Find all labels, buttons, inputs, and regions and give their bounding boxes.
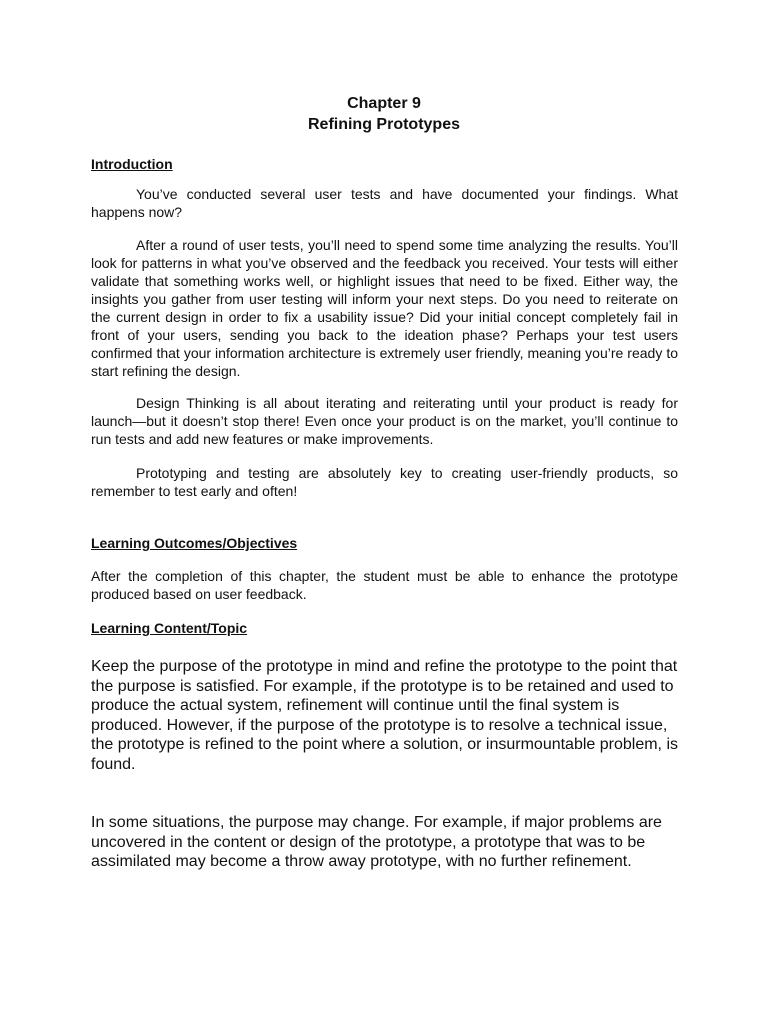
learning-content-paragraph-1: Keep the purpose of the prototype in mind and refine the prototype to the point that the purpose is satisfied. For example, if the prototype is to be retained and used to produce the actual system, refinement will continue until the final system is produced. However, if the purpose of the prototype is to resolve a technical issue, the prototype is refined to the point where a solution, or insurmountable problem, is found.: [91, 658, 678, 773]
intro-paragraph-3: Design Thinking is all about iterating and reiterating until your product is ready for launch—but it doesn’t stop there! Even once your product is on the market, you’ll continue to run tests and add new features or make improvements.: [91, 395, 678, 447]
chapter-header: [0, 93, 768, 135]
intro-paragraph-1: You’ve conducted several user tests and have documented your findings. What happens now?: [91, 186, 678, 220]
chapter-title: Refining Prototypes: [307, 116, 460, 133]
learning-outcomes-heading: Learning Outcomes/Objectives: [91, 535, 298, 551]
introduction-heading: Introduction: [91, 156, 173, 172]
learning-content-heading: Learning Content/Topic: [91, 620, 248, 636]
intro-paragraph-4: Prototyping and testing are absolutely key to creating user-friendly products, so remember to test early and often!: [91, 465, 678, 499]
learning-outcomes-text: After the completion of this chapter, the student must be able to enhance the prototype produced based on user feedback.: [91, 568, 678, 602]
chapter-number: Chapter 9: [347, 95, 421, 112]
learning-content-paragraph-2: In some situations, the purpose may change. For example, if major problems are uncovered in the content or design of the prototype, a prototype that was to be assimilated may become a throw away prototype, with no further refinement.: [91, 814, 662, 870]
intro-paragraph-2: After a round of user tests, you’ll need to spend some time analyzing the results. You’ll look for patterns in what you’ve observed and the feedback you received. Your tests will either validate that something works well, or highlight issues that need to be fixed. Either way, the insights you gather from user testing will inform your next steps. Do you need to reiterate on the current design in order to fix a usability issue? Did your initial concept completely fail in front of your users, sending you back to the ideation phase? Perhaps your test users confirmed that your information architecture is extremely user friendly, meaning you’re ready to start refining the design.: [91, 237, 678, 379]
